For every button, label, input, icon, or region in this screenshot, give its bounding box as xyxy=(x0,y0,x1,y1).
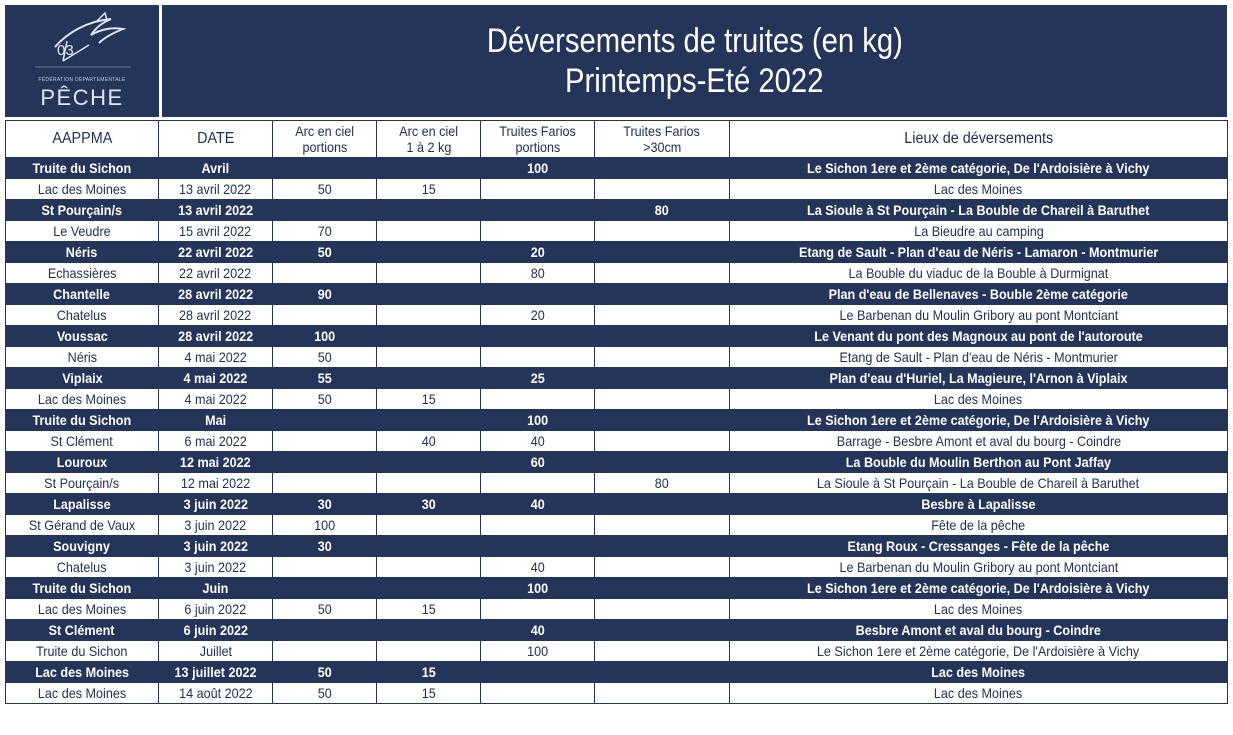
cell-aappma: Lac des Moines xyxy=(6,662,159,683)
cell-arc-1-2kg xyxy=(377,347,481,368)
cell-aappma: Echassières xyxy=(6,263,159,284)
cell-arc-1-2kg: 15 xyxy=(377,662,481,683)
cell-aappma: Lapalisse xyxy=(6,494,159,515)
cell-farios-30cm xyxy=(595,557,730,578)
cell-date: 12 mai 2022 xyxy=(159,473,273,494)
cell-farios-30cm xyxy=(595,305,730,326)
cell-arc-1-2kg xyxy=(377,515,481,536)
table-row xyxy=(6,683,1228,704)
cell-arc-portions: 100 xyxy=(273,326,377,347)
cell-date: Avril xyxy=(159,158,273,179)
table-row xyxy=(6,410,1228,431)
cell-lieux: Lac des Moines xyxy=(730,683,1228,704)
table-row xyxy=(6,452,1228,473)
cell-farios-30cm xyxy=(595,641,730,662)
cell-aappma: Lac des Moines xyxy=(6,599,159,620)
cell-date: 4 mai 2022 xyxy=(159,389,273,410)
cell-aappma: Chantelle xyxy=(6,284,159,305)
logo-subtitle: FÉDÉRATION DÉPARTEMENTALE xyxy=(38,77,126,83)
page-header xyxy=(5,5,1227,117)
cell-farios-30cm xyxy=(595,284,730,305)
cell-lieux: Besbre à Lapalisse xyxy=(730,494,1228,515)
cell-farios-portions: 20 xyxy=(481,242,595,263)
table-row xyxy=(6,305,1228,326)
cell-arc-1-2kg xyxy=(377,578,481,599)
cell-arc-portions xyxy=(273,200,377,221)
table-row xyxy=(6,179,1228,200)
header-farios-30cm: Truites Farios >30cm xyxy=(595,121,730,158)
logo-name: PÊCHE xyxy=(40,85,124,110)
cell-aappma: Truite du Sichon xyxy=(6,158,159,179)
cell-farios-portions: 100 xyxy=(481,578,595,599)
cell-farios-30cm: 80 xyxy=(595,473,730,494)
table-row xyxy=(6,284,1228,305)
cell-date: 15 avril 2022 xyxy=(159,221,273,242)
cell-arc-1-2kg: 40 xyxy=(377,431,481,452)
cell-arc-1-2kg xyxy=(377,305,481,326)
cell-farios-30cm xyxy=(595,452,730,473)
cell-lieux: Besbre Amont et aval du bourg - Coindre xyxy=(730,620,1228,641)
cell-farios-30cm xyxy=(595,158,730,179)
header-date: DATE xyxy=(159,121,273,158)
cell-farios-portions xyxy=(481,326,595,347)
cell-lieux: Le Venant du pont des Magnoux au pont de l'autoroute xyxy=(730,326,1228,347)
cell-arc-1-2kg xyxy=(377,263,481,284)
cell-farios-portions: 100 xyxy=(481,158,595,179)
cell-arc-portions xyxy=(273,263,377,284)
cell-arc-portions xyxy=(273,452,377,473)
cell-aappma: Viplaix xyxy=(6,368,159,389)
cell-aappma: Lac des Moines xyxy=(6,389,159,410)
cell-arc-1-2kg xyxy=(377,452,481,473)
cell-arc-1-2kg xyxy=(377,221,481,242)
cell-date: Mai xyxy=(159,410,273,431)
table-row xyxy=(6,326,1228,347)
header-aappma: AAPPMA xyxy=(6,121,159,158)
table-row xyxy=(6,221,1228,242)
cell-date: 28 avril 2022 xyxy=(159,326,273,347)
table-body xyxy=(6,158,1228,704)
cell-farios-portions xyxy=(481,347,595,368)
cell-lieux: Le Sichon 1ere et 2ème catégorie, De l'Ardoisière à Vichy xyxy=(730,641,1228,662)
cell-farios-portions xyxy=(481,536,595,557)
table-row xyxy=(6,368,1228,389)
header-lieux: Lieux de déversements xyxy=(730,121,1228,158)
cell-farios-portions xyxy=(481,221,595,242)
cell-date: 3 juin 2022 xyxy=(159,536,273,557)
cell-lieux: Lac des Moines xyxy=(730,662,1228,683)
cell-lieux: Lac des Moines xyxy=(730,389,1228,410)
cell-date: 22 avril 2022 xyxy=(159,263,273,284)
cell-aappma: Souvigny xyxy=(6,536,159,557)
cell-aappma: Néris xyxy=(6,347,159,368)
cell-arc-portions xyxy=(273,431,377,452)
cell-aappma: St Pourçain/s xyxy=(6,200,159,221)
cell-aappma: Chatelus xyxy=(6,557,159,578)
cell-lieux: Le Sichon 1ere et 2ème catégorie, De l'Ardoisière à Vichy xyxy=(730,578,1228,599)
cell-arc-portions xyxy=(273,305,377,326)
cell-date: Juillet xyxy=(159,641,273,662)
cell-lieux: Etang Roux - Cressanges - Fête de la pêche xyxy=(730,536,1228,557)
cell-date: 6 juin 2022 xyxy=(159,620,273,641)
cell-date: 3 juin 2022 xyxy=(159,494,273,515)
cell-date: 13 avril 2022 xyxy=(159,200,273,221)
cell-arc-1-2kg: 15 xyxy=(377,389,481,410)
title-banner xyxy=(162,5,1227,117)
cell-lieux: Fête de la pêche xyxy=(730,515,1228,536)
table-row xyxy=(6,158,1228,179)
table-row xyxy=(6,515,1228,536)
cell-farios-30cm xyxy=(595,536,730,557)
cell-arc-1-2kg xyxy=(377,200,481,221)
table-row xyxy=(6,242,1228,263)
cell-arc-1-2kg: 15 xyxy=(377,179,481,200)
cell-farios-portions xyxy=(481,179,595,200)
cell-farios-portions: 100 xyxy=(481,410,595,431)
cell-farios-portions: 40 xyxy=(481,620,595,641)
table-row xyxy=(6,662,1228,683)
cell-arc-portions xyxy=(273,158,377,179)
cell-arc-1-2kg xyxy=(377,368,481,389)
table-row xyxy=(6,389,1228,410)
cell-farios-portions: 40 xyxy=(481,557,595,578)
cell-farios-portions xyxy=(481,200,595,221)
table-row xyxy=(6,557,1228,578)
cell-farios-30cm xyxy=(595,242,730,263)
cell-farios-portions xyxy=(481,683,595,704)
cell-arc-portions: 50 xyxy=(273,347,377,368)
logo-number: 03 xyxy=(57,42,74,59)
cell-aappma: Truite du Sichon xyxy=(6,641,159,662)
cell-date: 3 juin 2022 xyxy=(159,557,273,578)
cell-farios-30cm xyxy=(595,662,730,683)
cell-farios-portions: 20 xyxy=(481,305,595,326)
cell-arc-1-2kg xyxy=(377,557,481,578)
cell-farios-30cm: 80 xyxy=(595,200,730,221)
stocking-table xyxy=(5,120,1228,704)
federation-logo xyxy=(5,5,159,117)
cell-arc-1-2kg xyxy=(377,620,481,641)
cell-farios-30cm xyxy=(595,515,730,536)
cell-arc-portions: 30 xyxy=(273,536,377,557)
cell-farios-portions xyxy=(481,389,595,410)
cell-arc-portions xyxy=(273,473,377,494)
cell-farios-portions xyxy=(481,284,595,305)
cell-arc-1-2kg xyxy=(377,284,481,305)
cell-farios-portions xyxy=(481,662,595,683)
cell-farios-portions xyxy=(481,515,595,536)
cell-lieux: Le Sichon 1ere et 2ème catégorie, De l'Ardoisière à Vichy xyxy=(730,410,1228,431)
cell-arc-portions: 55 xyxy=(273,368,377,389)
cell-farios-30cm xyxy=(595,494,730,515)
table-row xyxy=(6,473,1228,494)
cell-date: 28 avril 2022 xyxy=(159,305,273,326)
cell-arc-1-2kg xyxy=(377,242,481,263)
cell-aappma: St Clément xyxy=(6,620,159,641)
cell-farios-portions: 60 xyxy=(481,452,595,473)
cell-farios-portions: 100 xyxy=(481,641,595,662)
table-row xyxy=(6,578,1228,599)
cell-farios-portions: 40 xyxy=(481,494,595,515)
cell-arc-portions xyxy=(273,410,377,431)
cell-farios-30cm xyxy=(595,683,730,704)
cell-lieux: La Sioule à St Pourçain - La Bouble de Chareil à Baruthet xyxy=(730,200,1228,221)
cell-farios-portions xyxy=(481,473,595,494)
cell-aappma: Le Veudre xyxy=(6,221,159,242)
cell-farios-30cm xyxy=(595,347,730,368)
cell-aappma: St Clément xyxy=(6,431,159,452)
cell-farios-portions: 80 xyxy=(481,263,595,284)
page-subtitle: Printemps-Eté 2022 xyxy=(565,62,824,100)
cell-arc-1-2kg xyxy=(377,158,481,179)
cell-date: 13 avril 2022 xyxy=(159,179,273,200)
cell-date: 6 juin 2022 xyxy=(159,599,273,620)
cell-arc-1-2kg xyxy=(377,473,481,494)
cell-arc-1-2kg xyxy=(377,641,481,662)
cell-lieux: Lac des Moines xyxy=(730,599,1228,620)
cell-arc-portions: 50 xyxy=(273,179,377,200)
cell-farios-portions: 25 xyxy=(481,368,595,389)
cell-arc-1-2kg xyxy=(377,326,481,347)
cell-date: 3 juin 2022 xyxy=(159,515,273,536)
cell-date: 4 mai 2022 xyxy=(159,368,273,389)
cell-arc-1-2kg: 30 xyxy=(377,494,481,515)
cell-aappma: Truite du Sichon xyxy=(6,578,159,599)
cell-aappma: Truite du Sichon xyxy=(6,410,159,431)
table-row xyxy=(6,431,1228,452)
cell-aappma: Lac des Moines xyxy=(6,683,159,704)
cell-lieux: Etang de Sault - Plan d'eau de Néris - Lamaron - Montmurier xyxy=(730,242,1228,263)
header-arc-1-2kg: Arc en ciel 1 à 2 kg xyxy=(377,121,481,158)
table-row xyxy=(6,599,1228,620)
cell-farios-30cm xyxy=(595,326,730,347)
header-farios-portions: Truites Farios portions xyxy=(481,121,595,158)
table-row xyxy=(6,494,1228,515)
cell-lieux: Le Sichon 1ere et 2ème catégorie, De l'Ardoisière à Vichy xyxy=(730,158,1228,179)
cell-arc-1-2kg xyxy=(377,410,481,431)
cell-arc-portions: 50 xyxy=(273,389,377,410)
cell-arc-portions xyxy=(273,620,377,641)
cell-aappma: St Pourçain/s xyxy=(6,473,159,494)
cell-farios-30cm xyxy=(595,431,730,452)
cell-lieux: La Bieudre au camping xyxy=(730,221,1228,242)
cell-aappma: Louroux xyxy=(6,452,159,473)
table-row xyxy=(6,620,1228,641)
cell-farios-portions: 40 xyxy=(481,431,595,452)
cell-lieux: Le Barbenan du Moulin Gribory au pont Montciant xyxy=(730,557,1228,578)
cell-farios-30cm xyxy=(595,620,730,641)
cell-arc-portions: 50 xyxy=(273,599,377,620)
cell-date: Juin xyxy=(159,578,273,599)
cell-date: 6 mai 2022 xyxy=(159,431,273,452)
cell-lieux: La Bouble du Moulin Berthon au Pont Jaffay xyxy=(730,452,1228,473)
cell-date: 22 avril 2022 xyxy=(159,242,273,263)
table-row xyxy=(6,536,1228,557)
cell-arc-portions xyxy=(273,641,377,662)
cell-date: 12 mai 2022 xyxy=(159,452,273,473)
cell-aappma: Néris xyxy=(6,242,159,263)
cell-arc-portions: 30 xyxy=(273,494,377,515)
cell-farios-30cm xyxy=(595,389,730,410)
table-row xyxy=(6,200,1228,221)
cell-date: 14 août 2022 xyxy=(159,683,273,704)
cell-farios-30cm xyxy=(595,263,730,284)
cell-date: 13 juillet 2022 xyxy=(159,662,273,683)
cell-arc-portions: 70 xyxy=(273,221,377,242)
cell-lieux: Plan d'eau de Bellenaves - Bouble 2ème catégorie xyxy=(730,284,1228,305)
cell-lieux: Barrage - Besbre Amont et aval du bourg - Coindre xyxy=(730,431,1228,452)
cell-farios-30cm xyxy=(595,599,730,620)
table-row xyxy=(6,347,1228,368)
page-title: Déversements de truites (en kg) xyxy=(486,22,903,60)
cell-arc-1-2kg: 15 xyxy=(377,599,481,620)
header-arc-portions: Arc en ciel portions xyxy=(273,121,377,158)
cell-arc-portions: 50 xyxy=(273,683,377,704)
cell-farios-30cm xyxy=(595,410,730,431)
cell-date: 28 avril 2022 xyxy=(159,284,273,305)
cell-aappma: Chatelus xyxy=(6,305,159,326)
cell-lieux: La Sioule à St Pourçain - La Bouble de Chareil à Baruthet xyxy=(730,473,1228,494)
cell-aappma: Voussac xyxy=(6,326,159,347)
cell-arc-portions: 100 xyxy=(273,515,377,536)
cell-farios-portions xyxy=(481,599,595,620)
cell-arc-portions: 50 xyxy=(273,662,377,683)
cell-aappma: St Gérand de Vaux xyxy=(6,515,159,536)
cell-farios-30cm xyxy=(595,179,730,200)
cell-arc-portions xyxy=(273,557,377,578)
table-header-row xyxy=(6,121,1228,158)
table-row xyxy=(6,263,1228,284)
cell-lieux: Lac des Moines xyxy=(730,179,1228,200)
cell-lieux: Etang de Sault - Plan d'eau de Néris - Montmurier xyxy=(730,347,1228,368)
cell-lieux: Le Barbenan du Moulin Gribory au pont Montciant xyxy=(730,305,1228,326)
cell-lieux: La Bouble du viaduc de la Bouble à Durmignat xyxy=(730,263,1228,284)
cell-arc-portions: 50 xyxy=(273,242,377,263)
cell-arc-1-2kg xyxy=(377,536,481,557)
cell-farios-30cm xyxy=(595,221,730,242)
cell-arc-portions: 90 xyxy=(273,284,377,305)
cell-farios-30cm xyxy=(595,368,730,389)
cell-arc-portions xyxy=(273,578,377,599)
cell-arc-1-2kg: 15 xyxy=(377,683,481,704)
cell-aappma: Lac des Moines xyxy=(6,179,159,200)
cell-date: 4 mai 2022 xyxy=(159,347,273,368)
cell-lieux: Plan d'eau d'Huriel, La Magieure, l'Arnon à Viplaix xyxy=(730,368,1228,389)
cell-farios-30cm xyxy=(595,578,730,599)
table-row xyxy=(6,641,1228,662)
